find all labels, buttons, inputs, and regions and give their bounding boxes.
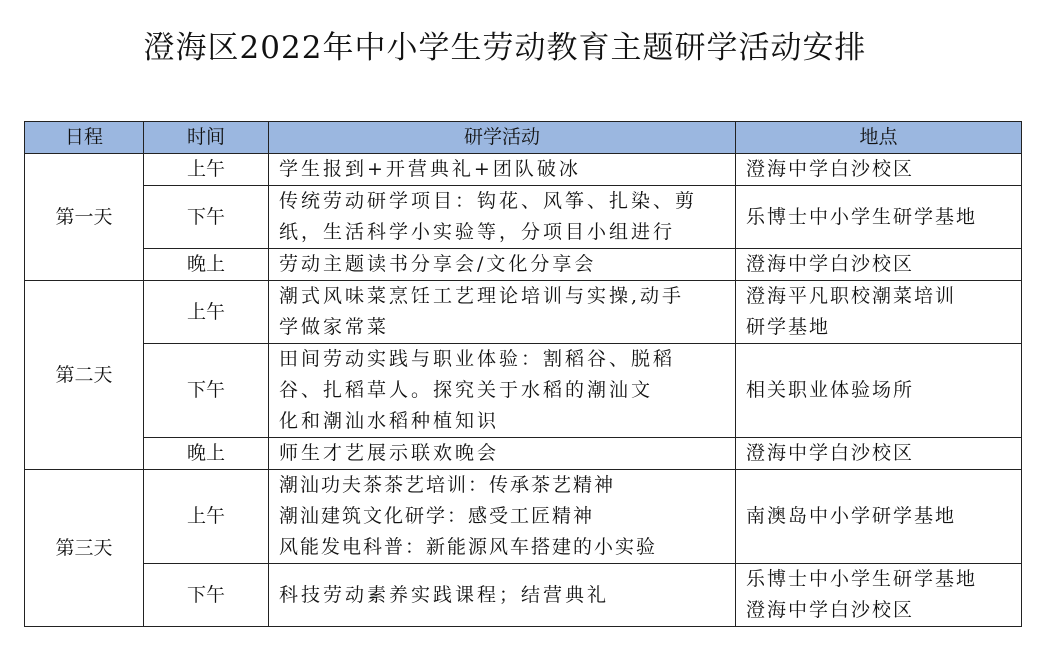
time-cell: 下午 — [144, 564, 269, 627]
header-day: 日程 — [25, 122, 144, 154]
activity-line: 潮式风味菜烹饪工艺理论培训与实操,动手 — [279, 285, 685, 307]
activity-line: 学生报到+开营典礼+团队破冰 — [279, 158, 581, 180]
time-cell: 上午 — [144, 154, 269, 186]
location-line: 澄海中学白沙校区 — [746, 158, 915, 180]
location-line: 乐博士中小学生研学基地 — [746, 568, 978, 590]
time-cell: 晚上 — [144, 438, 269, 470]
header-location: 地点 — [736, 122, 1022, 154]
location-cell — [736, 438, 1022, 470]
activity-line: 学做家常菜 — [279, 316, 390, 338]
location-cell — [736, 186, 1022, 249]
table-row — [25, 154, 1022, 186]
location-cell — [736, 470, 1022, 564]
table-row — [25, 281, 1022, 344]
activity-line: 纸，生活科学小实验等，分项目小组进行 — [279, 221, 676, 243]
activity-cell — [269, 281, 736, 344]
day-cell: 第三天 — [25, 470, 144, 627]
activity-cell — [269, 470, 736, 564]
table-row — [25, 186, 1022, 249]
time-cell: 上午 — [144, 470, 269, 564]
header-time: 时间 — [144, 122, 269, 154]
page-title: 澄海区2022年中小学生劳动教育主题研学活动安排 — [143, 30, 867, 66]
activity-line: 谷、扎稻草人。探究关于水稻的潮汕文 — [279, 379, 654, 401]
location-line: 澄海中学白沙校区 — [746, 442, 915, 464]
location-line: 澄海平凡职校潮菜培训 — [746, 285, 957, 307]
location-line: 乐博士中小学生研学基地 — [746, 205, 978, 228]
time-cell: 下午 — [144, 186, 269, 249]
activity-cell — [269, 249, 736, 281]
table-row — [25, 470, 1022, 564]
activity-cell — [269, 154, 736, 186]
schedule-table — [24, 121, 1022, 627]
activity-line: 风能发电科普：新能源风车搭建的小实验 — [279, 536, 658, 558]
activity-cell — [269, 186, 736, 249]
time-cell: 晚上 — [144, 249, 269, 281]
activity-cell — [269, 438, 736, 470]
table-row — [25, 564, 1022, 627]
location-line: 澄海中学白沙校区 — [746, 599, 915, 621]
location-cell — [736, 564, 1022, 627]
activity-line: 潮汕功夫茶茶艺培训：传承茶艺精神 — [279, 474, 616, 496]
activity-line: 传统劳动研学项目：钩花、风筝、扎染、剪 — [279, 190, 698, 212]
activity-line: 田间劳动实践与职业体验：割稻谷、脱稻 — [279, 348, 676, 370]
location-cell — [736, 281, 1022, 344]
activity-line: 劳动主题读书分享会/文化分享会 — [279, 253, 597, 275]
table-row — [25, 438, 1022, 470]
day-cell: 第二天 — [25, 281, 144, 470]
day-cell: 第一天 — [25, 154, 144, 281]
time-cell: 上午 — [144, 281, 269, 344]
time-cell: 下午 — [144, 344, 269, 438]
header-row — [25, 122, 1022, 154]
activity-cell — [269, 564, 736, 627]
location-cell — [736, 154, 1022, 186]
location-cell — [736, 249, 1022, 281]
location-line: 相关职业体验场所 — [746, 379, 915, 401]
activity-line: 化和潮汕水稻种植知识 — [279, 410, 500, 432]
location-line: 研学基地 — [746, 316, 831, 338]
activity-line: 科技劳动素养实践课程；结营典礼 — [279, 583, 610, 606]
table-row — [25, 344, 1022, 438]
activity-line: 潮汕建筑文化研学：感受工匠精神 — [279, 505, 595, 527]
activity-cell — [269, 344, 736, 438]
location-cell — [736, 344, 1022, 438]
location-line: 澄海中学白沙校区 — [746, 253, 915, 275]
header-activity: 研学活动 — [269, 122, 736, 154]
activity-line: 师生才艺展示联欢晚会 — [279, 442, 500, 464]
location-line: 南澳岛中小学研学基地 — [746, 505, 957, 527]
table-row — [25, 249, 1022, 281]
